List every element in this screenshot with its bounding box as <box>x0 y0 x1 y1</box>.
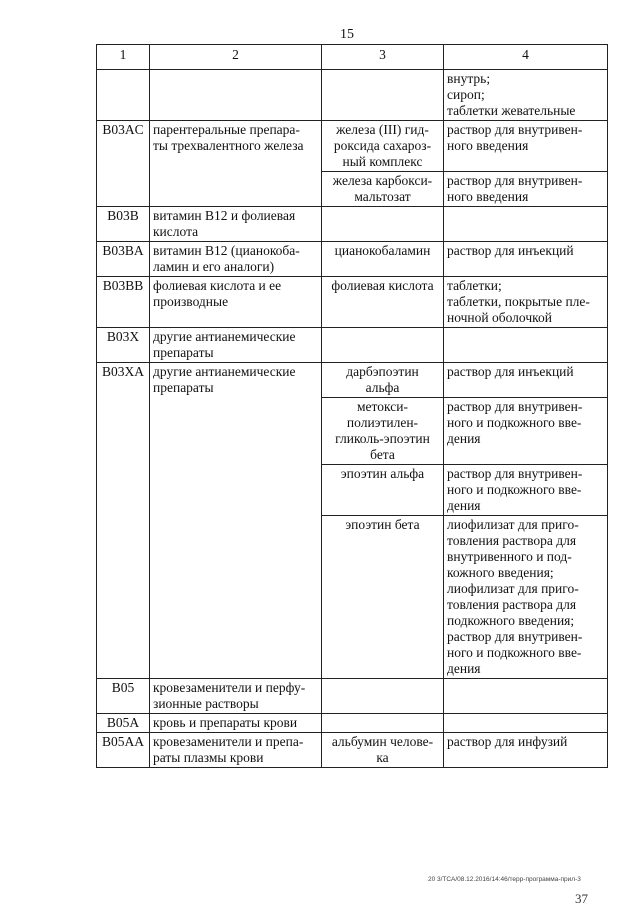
group-name-cell: витамин В12 и фолиевая кислота <box>150 207 322 242</box>
substance-cell: метокси- полиэтилен- гликоль-эпоэтин бета <box>322 398 444 465</box>
group-name-cell: другие антианемические препараты <box>150 328 322 363</box>
dosage-form-cell: раствор для инъекций <box>444 363 608 398</box>
atc-code-cell: B03AC <box>97 121 150 207</box>
table-row <box>97 242 608 277</box>
dosage-form-cell: раствор для инъекций <box>444 242 608 277</box>
dosage-form-cell: раствор для внутривен- ного введения <box>444 172 608 207</box>
dosage-form-cell: лиофилизат для приго- товления раствора для внутривенного и под- кожного введения; лиофилизат для приго- товления раствора для подкожного введения; раствор для внутривен- ного и подкожного вве- дения <box>444 516 608 679</box>
dosage-form-cell <box>444 679 608 714</box>
table-row <box>97 277 608 328</box>
table-header-row <box>97 45 608 70</box>
atc-code-cell: B05A <box>97 714 150 733</box>
substance-cell: альбумин челове- ка <box>322 733 444 768</box>
table-row <box>97 363 608 398</box>
column-header: 2 <box>150 45 322 70</box>
atc-code-cell: B03BA <box>97 242 150 277</box>
medication-table <box>96 44 608 768</box>
dosage-form-cell <box>444 207 608 242</box>
page-number: 15 <box>340 27 354 42</box>
group-name-cell: фолиевая кислота и ее производные <box>150 277 322 328</box>
substance-cell <box>322 207 444 242</box>
column-header: 1 <box>97 45 150 70</box>
group-name-cell: кровезаменители и перфу- зионные растворы <box>150 679 322 714</box>
group-name-cell: другие антианемические препараты <box>150 363 322 679</box>
column-header: 4 <box>444 45 608 70</box>
atc-code-cell: B05 <box>97 679 150 714</box>
substance-cell <box>322 714 444 733</box>
table-row <box>97 70 608 121</box>
column-header: 3 <box>322 45 444 70</box>
group-name-cell: кровь и препараты крови <box>150 714 322 733</box>
table-row <box>97 733 608 768</box>
table-row <box>97 121 608 172</box>
atc-code-cell: B03X <box>97 328 150 363</box>
substance-cell <box>322 70 444 121</box>
footer-document-code: 20 3/ТСА/08.12.2016/14:46/терр-программа-прил-3 <box>428 876 581 883</box>
substance-cell <box>322 679 444 714</box>
atc-code-cell <box>97 70 150 121</box>
group-name-cell: кровезаменители и препа- раты плазмы крови <box>150 733 322 768</box>
substance-cell: фолиевая кислота <box>322 277 444 328</box>
atc-code-cell: B03XA <box>97 363 150 679</box>
dosage-form-cell: раствор для внутривен- ного введения <box>444 121 608 172</box>
dosage-form-cell: раствор для внутривен- ного и подкожного вве- дения <box>444 398 608 465</box>
group-name-cell: парентеральные препара- ты трехвалентного железа <box>150 121 322 207</box>
substance-cell <box>322 328 444 363</box>
substance-cell: железа карбокси- мальтозат <box>322 172 444 207</box>
atc-code-cell: B05AA <box>97 733 150 768</box>
substance-cell: эпоэтин альфа <box>322 465 444 516</box>
atc-code-cell: B03B <box>97 207 150 242</box>
atc-code-cell: B03BB <box>97 277 150 328</box>
dosage-form-cell <box>444 328 608 363</box>
substance-cell: дарбэпоэтин альфа <box>322 363 444 398</box>
group-name-cell: витамин В12 (цианокоба- ламин и его аналоги) <box>150 242 322 277</box>
substance-cell: эпоэтин бета <box>322 516 444 679</box>
dosage-form-cell: раствор для инфузий <box>444 733 608 768</box>
table-row <box>97 328 608 363</box>
dosage-form-cell <box>444 714 608 733</box>
substance-cell: железа (III) гид- роксида сахароз- ный комплекс <box>322 121 444 172</box>
dosage-form-cell: раствор для внутривен- ного и подкожного вве- дения <box>444 465 608 516</box>
table-row <box>97 714 608 733</box>
footer-page-number: 37 <box>575 891 588 906</box>
table-row <box>97 207 608 242</box>
table-row <box>97 679 608 714</box>
dosage-form-cell: внутрь; сироп; таблетки жевательные <box>444 70 608 121</box>
substance-cell: цианокобаламин <box>322 242 444 277</box>
dosage-form-cell: таблетки; таблетки, покрытые пле- ночной оболочкой <box>444 277 608 328</box>
group-name-cell <box>150 70 322 121</box>
